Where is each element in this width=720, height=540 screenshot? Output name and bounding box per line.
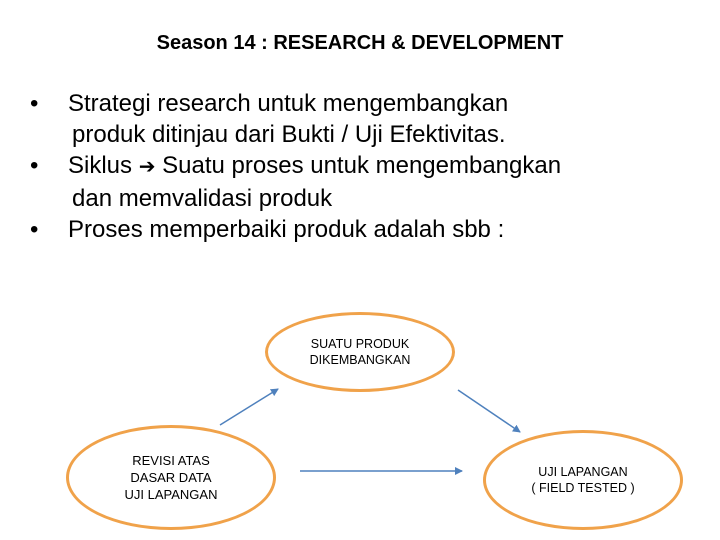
- node-label-line: ( FIELD TESTED ): [531, 481, 635, 495]
- right-arrow-icon: ➔: [138, 156, 156, 178]
- bullet-icon: •: [30, 152, 39, 179]
- bullet-item-strategi: [30, 88, 700, 150]
- page-title: Season 14 : RESEARCH & DEVELOPMENT: [156, 32, 564, 54]
- bullet-icon: •: [30, 216, 39, 243]
- node-label-line: UJI LAPANGAN: [124, 487, 218, 502]
- node-label-line: REVISI ATAS: [132, 453, 210, 468]
- node-label-line: SUATU PRODUK: [310, 337, 410, 351]
- bullet-list: [30, 88, 700, 245]
- bullet-text-line: dan memvalidasi produk: [72, 185, 333, 212]
- node-revisi: [66, 425, 276, 530]
- arrow-left-to-top: [220, 389, 278, 425]
- bullet-item-proses: [30, 214, 700, 245]
- bullet-prefix: Siklus: [68, 152, 133, 179]
- bullet-text-line: Proses memperbaiki produk adalah sbb :: [68, 216, 505, 243]
- bullet-item-siklus: [30, 150, 700, 214]
- node-uji-lapangan: [483, 430, 683, 530]
- arrow-top-to-right: [458, 390, 520, 432]
- bullet-text-line: Suatu proses untuk mengembangkan: [162, 152, 562, 179]
- bullet-text-line: Strategi research untuk mengembangkan: [68, 90, 509, 117]
- node-label-line: UJI LAPANGAN: [538, 465, 628, 479]
- node-label-line: DASAR DATA: [130, 470, 212, 485]
- bullet-icon: •: [30, 90, 39, 117]
- node-suatu-produk: [265, 312, 455, 392]
- bullet-text-line: produk ditinjau dari Bukti / Uji Efektivitas.: [72, 121, 506, 148]
- node-label-line: DIKEMBANGKAN: [309, 353, 411, 367]
